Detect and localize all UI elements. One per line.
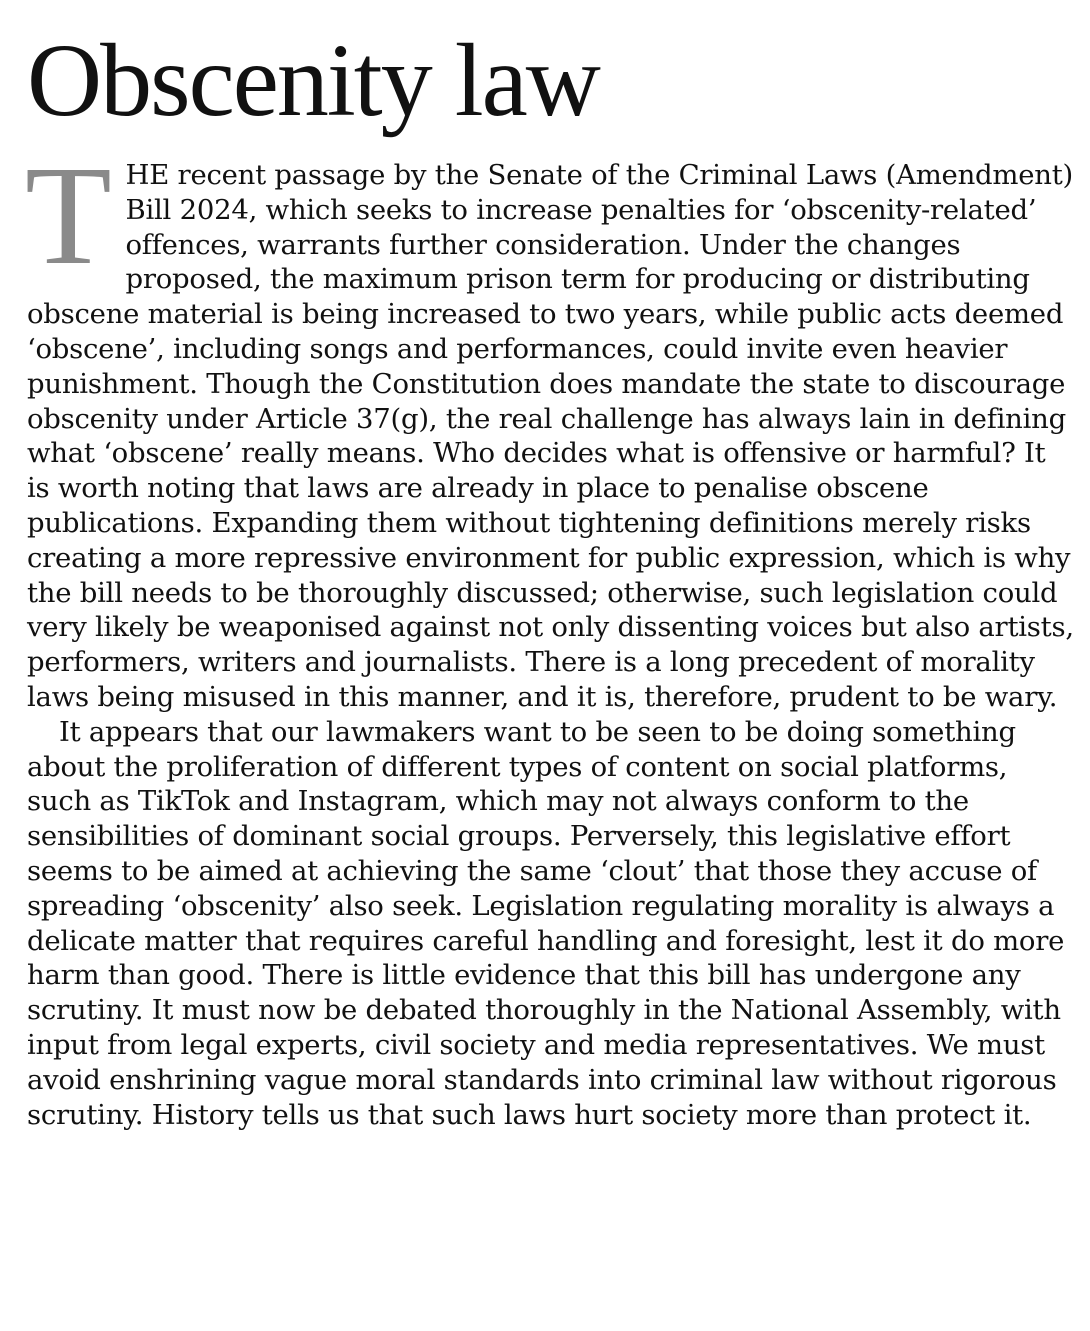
headline: Obscenity law: [27, 23, 599, 138]
editorial-article: [25, 23, 1075, 1132]
paragraph-2: It appears that our lawmakers want to be seen to be doing something about the proliferation of different types of content on social platforms, such as TikTok and Instagram, which may not always conform to the sensibilities of dominant social groups. Perversely, this legislative effort seems to be aimed at achieving the same ‘clout’ that those they accuse of spreading ‘obscenity’ also seek. Legislation regulating morality is always a delicate matter that requires careful handling and foresight, lest it do more harm than good. There is little evidence that this bill has undergone any scrutiny. It must now be debated thoroughly in the National Assembly, with input from legal experts, civil society and media representatives. We must avoid enshrining vague moral standards into criminal law without rigorous scrutiny. History tells us that such laws hurt society more than protect it.: [27, 715, 1065, 1131]
paragraph-1: [25, 136, 1075, 715]
drop-cap: T: [25, 136, 112, 294]
article-body: [25, 136, 1075, 1132]
paragraph-1-text: HE recent passage by the Senate of the Criminal Laws (Amendment) Bill 2024, which seeks to increase penalties for ‘obscenity-related’ offences, warrants further consideration. Under the changes proposed, the maximum prison term for producing or distributing obscene material is being increased to two years, while public acts deemed ‘obscene’, including songs and performances, could invite even heavier punishment. Though the Constitution does mandate the state to discourage obscenity under Article 37(g), the real challenge has always lain in defining what ‘obscene’ really means. Who decides what is offensive or harmful? It is worth noting that laws are already in place to penalise obscene publications. Expanding them without tightening definitions merely risks creating a more repressive environment for public expression, which is why the bill needs to be thoroughly discussed; otherwise, such legislation could very likely be weaponised against not only dissenting voices but also artists, performers, writers and journalists. There is a long precedent of morality laws being misused in this manner, and it is, therefore, prudent to be wary.: [27, 159, 1074, 713]
